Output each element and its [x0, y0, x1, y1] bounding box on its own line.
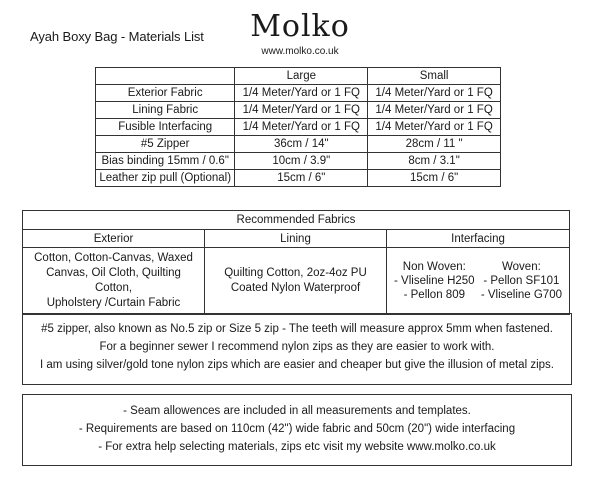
exterior-line: Upholstery /Curtain Fabric — [46, 297, 181, 309]
material-large: 10cm / 3.9" — [235, 153, 368, 170]
exterior-line: Canvas, Oil Cloth, Quilting Cotton, — [46, 267, 181, 294]
table-row — [96, 85, 501, 102]
material-name: #5 Zipper — [96, 136, 235, 153]
exterior-line: Cotton, Cotton-Canvas, Waxed — [34, 252, 193, 264]
woven-item: - Pellon SF101 — [483, 275, 560, 287]
materials-header-cell — [96, 68, 235, 85]
zipper-note-line: I am using silver/gold tone nylon zips which are easier and cheaper but give the illusion of metal zips. — [40, 359, 554, 371]
table-row — [96, 153, 501, 170]
zipper-note-line: For a beginner sewer I recommend nylon zips as they are easier to work with. — [99, 341, 495, 353]
non-woven-label: Non Woven: — [402, 261, 466, 273]
material-name: Lining Fabric — [96, 102, 235, 119]
materials-header-large: Large — [235, 68, 368, 85]
interfacing-header: Interfacing — [387, 230, 570, 248]
table-row — [96, 102, 501, 119]
material-large: 15cm / 6" — [235, 170, 368, 187]
lining-line: Coated Nylon Waterproof — [230, 282, 361, 294]
table-row — [96, 136, 501, 153]
table-row — [96, 170, 501, 187]
material-large: 1/4 Meter/Yard or 1 FQ — [235, 102, 368, 119]
materials-header-small: Small — [368, 68, 501, 85]
website-url: www.molko.co.uk — [261, 46, 339, 57]
material-name: Fusible Interfacing — [96, 119, 235, 136]
document-title: Ayah Boxy Bag - Materials List — [30, 29, 204, 44]
materials-header-row — [96, 68, 501, 85]
exterior-fabrics — [23, 248, 205, 315]
non-woven-column — [394, 260, 475, 302]
table-row — [96, 119, 501, 136]
material-large: 1/4 Meter/Yard or 1 FQ — [235, 119, 368, 136]
material-small: 8cm / 3.1" — [368, 153, 501, 170]
material-large: 1/4 Meter/Yard or 1 FQ — [235, 85, 368, 102]
molko-logo: Molko — [250, 9, 350, 44]
zipper-note-box — [22, 313, 572, 385]
non-woven-item: - Vliseline H250 — [394, 275, 475, 287]
general-note-line: - Seam allowences are included in all measurements and templates. — [123, 405, 471, 417]
material-large: 36cm / 14" — [235, 136, 368, 153]
interfacing-options — [387, 248, 570, 315]
woven-label: Woven: — [502, 261, 541, 273]
material-small: 15cm / 6" — [368, 170, 501, 187]
lining-line: Quilting Cotton, 2oz-4oz PU — [224, 267, 367, 279]
general-note-line: - For extra help selecting materials, zips etc visit my website www.molko.co.uk — [98, 441, 496, 453]
fabrics-title: Recommended Fabrics — [23, 211, 570, 230]
general-note-line: - Requirements are based on 110cm (42") wide fabric and 50cm (20") wide interfacing — [78, 423, 516, 435]
material-small: 28cm / 11 " — [368, 136, 501, 153]
material-name: Leather zip pull (Optional) — [96, 170, 235, 187]
zipper-note-line: #5 zipper, also known as No.5 zip or Size 5 zip - The teeth will measure approx 5mm when fastened. — [41, 323, 553, 335]
non-woven-item: - Pellon 809 — [403, 289, 465, 301]
material-name: Exterior Fabric — [96, 85, 235, 102]
woven-column — [481, 260, 562, 302]
material-name: Bias binding 15mm / 0.6" — [96, 153, 235, 170]
materials-table — [95, 67, 501, 187]
lining-fabrics — [205, 248, 387, 315]
material-small: 1/4 Meter/Yard or 1 FQ — [368, 102, 501, 119]
lining-header: Lining — [205, 230, 387, 248]
exterior-header: Exterior — [23, 230, 205, 248]
recommended-fabrics-table — [22, 210, 570, 315]
woven-item: - Vliseline G700 — [480, 289, 562, 301]
material-small: 1/4 Meter/Yard or 1 FQ — [368, 119, 501, 136]
material-small: 1/4 Meter/Yard or 1 FQ — [368, 85, 501, 102]
general-notes-box — [22, 394, 572, 466]
